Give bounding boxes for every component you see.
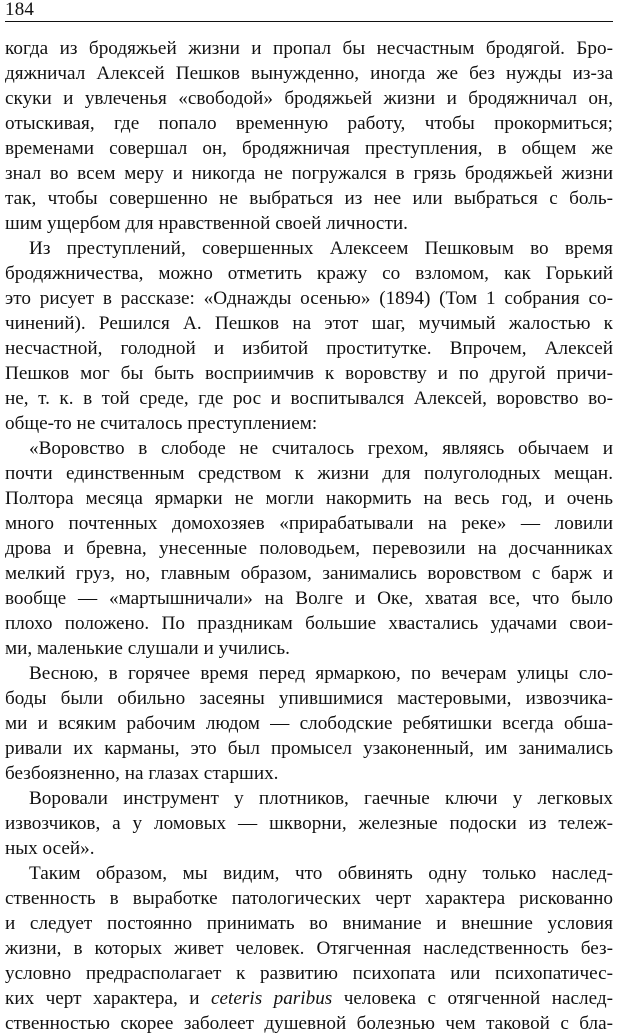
text-line: мелкий груз, но, главным образом, занимались воровством с барж и (5, 563, 613, 584)
latin-phrase: ceteris paribus (211, 988, 333, 1009)
paragraph (5, 786, 613, 861)
text-line: и следует постоянно принимать во внимание и внешние условия (5, 913, 613, 934)
paragraph (5, 861, 613, 1036)
paragraph (5, 661, 613, 786)
text-line: Весною, в горячее время перед ярмаркою, по вечерам улицы сло- (29, 663, 613, 684)
text-line: «Воровство в слободе не считалось грехом, являясь обычаем и (29, 438, 613, 459)
text-line: не, т. к. в той среде, где рос и воспитывался Алексей, воровство во- (5, 388, 613, 409)
text-line: ственность в выработке патологических черт характера рискованно (5, 888, 613, 909)
text-line: когда из бродяжьей жизни и пропал бы несчастным бродягой. Бро- (5, 38, 613, 59)
text-line: вообще — «мартышничали» на Волге и Оке, хватая все, что было (5, 588, 613, 609)
paragraph (5, 436, 613, 661)
text-line: условно предрасполагает к развитию психопата или психопатичес- (5, 963, 613, 984)
text-line: извозчиков, а у ломовых — шкворни, железные подоски из тележ- (5, 813, 613, 834)
text-line: дяжничал Алексей Пешков вынужденно, иногда же без нужды из-за (5, 63, 613, 84)
text-line: ми и всяким рабочим людом — слободские ребятишки всегда обша- (5, 713, 613, 734)
text-line: знал во всем меру и никогда не погружался в грязь бродяжьей жизни (5, 163, 613, 184)
text-line: почти единственным средством к жизни для полуголодных мещан. (5, 463, 613, 484)
text-line: Воровали инструмент у плотников, гаечные ключи у легковых (29, 788, 613, 809)
text-line: безбоязненно, на глазах старших. (5, 763, 279, 784)
text-line: отыскивая, где попало временную работу, чтобы прокормиться; (5, 113, 613, 134)
text-line: много почтенных домохозяев «прирабатывали на реке» — ловили (5, 513, 613, 534)
page-header (5, 0, 613, 22)
text-line: скуки и увлеченья «свободой» бродяжьей жизни и бродяжничал он, (5, 88, 613, 109)
text-line: чинений). Решился А. Пешков на этот шаг, мучимый жалостью к (5, 313, 613, 334)
text-line: так, чтобы совершенно не выбраться из нее или выбраться с боль- (5, 188, 613, 209)
text-line: бродяжничества, можно отметить кражу со взломом, как Горький (5, 263, 613, 284)
text-line: дрова и бревна, унесенные половодьем, перевозили на досчанниках (5, 538, 613, 559)
text-line: ственностью скорее заболеет душевной болезнью чем таковой с бла- (5, 1013, 613, 1034)
text-line: ми, маленькие слушали и учились. (5, 638, 290, 659)
text-line: шим ущербом для нравственной своей личности. (5, 213, 408, 234)
text-line: несчастной, голодной и избитой проститутке. Впрочем, Алексей (5, 338, 613, 359)
text-line: обще-то не считалось преступлением: (5, 413, 318, 434)
paragraph (5, 36, 613, 236)
text-line: Таким образом, мы видим, что обвинять одну только наслед- (29, 863, 613, 884)
text-line: боды были обильно засеяны упившимися мастеровыми, извозчика- (5, 688, 613, 709)
text-line: Полтора месяца ярмарки не могли накормить на весь год, и очень (5, 488, 613, 509)
text-line: Из преступлений, совершенных Алексеем Пешковым во время (29, 238, 613, 259)
body-text (5, 36, 613, 1036)
text-line: временами совершал он, бродяжничая преступления, в общем же (5, 138, 613, 159)
text-line: ных осей». (5, 838, 95, 859)
page-number: 184 (5, 0, 35, 20)
text-line: ривали их карманы, это был промысел узаконенный, им занимались (5, 738, 613, 759)
text-line: жизни, в которых живет человек. Отягченная наследственность без- (5, 938, 613, 959)
header-rule (5, 21, 613, 22)
text-line: плохо положено. По праздникам большие хвастались удачами свои- (5, 613, 613, 634)
text-line: ких черт характера, и ceteris paribus человека с отягченной наслед- (5, 988, 613, 1009)
text-line: это рисует в рассказе: «Однажды осенью» (1894) (Том 1 собрания со- (5, 288, 613, 309)
paragraph (5, 236, 613, 436)
text-line: Пешков мог бы быть восприимчив к воровству и по другой причи- (5, 363, 613, 384)
